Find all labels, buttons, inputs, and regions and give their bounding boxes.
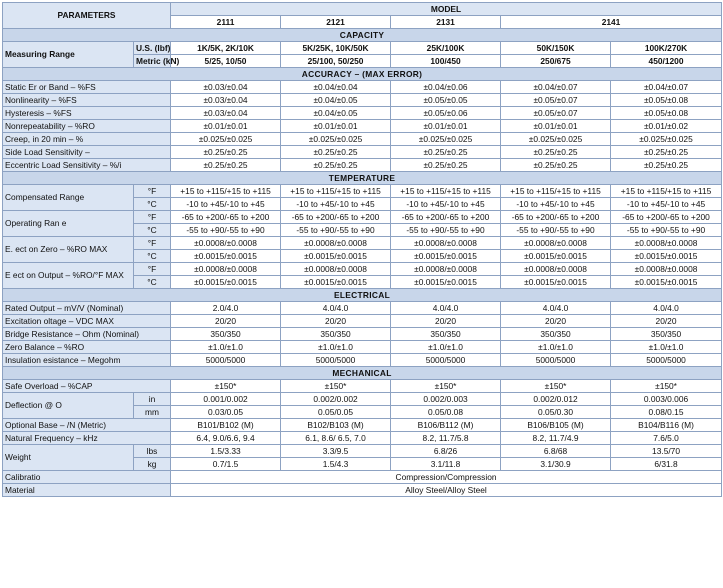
specifications-table xyxy=(2,2,722,497)
spec-value: ±0.025/±0.025 xyxy=(391,133,501,146)
temperature-row xyxy=(3,263,722,276)
parameters-heading: PARAMETERS xyxy=(3,3,171,29)
temperature-row xyxy=(3,211,722,224)
spec-value: 5000/5000 xyxy=(611,354,722,367)
spec-value: ±0.25/±0.25 xyxy=(501,146,611,159)
mechanical-row xyxy=(3,380,722,393)
spec-value: -10 to +45/-10 to +45 xyxy=(391,198,501,211)
spec-value: ±0.25/±0.25 xyxy=(281,146,391,159)
spec-value: 0.001/0.002 xyxy=(171,393,281,406)
spec-value: Compression/Compression xyxy=(171,471,722,484)
electrical-section-title: ELECTRICAL xyxy=(3,289,722,302)
spec-value: ±0.0015/±0.0015 xyxy=(501,250,611,263)
spec-value: ±0.0008/±0.0008 xyxy=(171,237,281,250)
spec-value: ±0.04/±0.07 xyxy=(501,81,611,94)
parameter-label: Hysteresis – %FS xyxy=(3,107,171,120)
spec-value: ±0.05/±0.08 xyxy=(611,94,722,107)
spec-value: ±0.25/±0.25 xyxy=(171,146,281,159)
spec-value: -65 to +200/-65 to +200 xyxy=(281,211,391,224)
mechanical-row xyxy=(3,471,722,484)
spec-value: ±0.0015/±0.0015 xyxy=(171,276,281,289)
spec-value: ±0.0015/±0.0015 xyxy=(281,276,391,289)
spec-value: ±0.0015/±0.0015 xyxy=(391,276,501,289)
spec-value: 5000/5000 xyxy=(501,354,611,367)
unit-label: °C xyxy=(134,276,171,289)
electrical-row xyxy=(3,302,722,315)
accuracy-section xyxy=(3,68,722,81)
spec-value: -10 to +45/-10 to +45 xyxy=(171,198,281,211)
spec-value: 20/20 xyxy=(391,315,501,328)
spec-value: 6.1, 8.6/ 6.5, 7.0 xyxy=(281,432,391,445)
spec-value: Alloy Steel/Alloy Steel xyxy=(171,484,722,497)
parameter-label: Nonrepeatability – %RO xyxy=(3,120,171,133)
mechanical-section-title: MECHANICAL xyxy=(3,367,722,380)
spec-value: ±0.03/±0.04 xyxy=(171,107,281,120)
spec-value: ±1.0/±1.0 xyxy=(391,341,501,354)
spec-value: ±0.25/±0.25 xyxy=(281,159,391,172)
spec-value: B104/B116 (M) xyxy=(611,419,722,432)
spec-value: -10 to +45/-10 to +45 xyxy=(281,198,391,211)
parameter-label: E. ect on Zero – %RO MAX xyxy=(3,237,134,263)
spec-value: 6/31.8 xyxy=(611,458,722,471)
capacity-value: 25/100, 50/250 xyxy=(281,55,391,68)
parameter-label: Rated Output – mV/V (Nominal) xyxy=(3,302,171,315)
spec-value: B101/B102 (M) xyxy=(171,419,281,432)
spec-value: 0.002/0.002 xyxy=(281,393,391,406)
unit-label: °C xyxy=(134,250,171,263)
capacity-value: 100/450 xyxy=(391,55,501,68)
mechanical-row xyxy=(3,432,722,445)
spec-value: ±0.0008/±0.0008 xyxy=(171,263,281,276)
accuracy-row xyxy=(3,133,722,146)
spec-value: 0.05/0.08 xyxy=(391,406,501,419)
capacity-value: 450/1200 xyxy=(611,55,722,68)
spec-value: ±0.0008/±0.0008 xyxy=(281,237,391,250)
capacity-value: 250/675 xyxy=(501,55,611,68)
spec-value: ±0.25/±0.25 xyxy=(171,159,281,172)
spec-value: ±0.04/±0.04 xyxy=(281,81,391,94)
unit-label: °C xyxy=(134,198,171,211)
model-heading: MODEL xyxy=(171,3,722,16)
spec-value: ±0.03/±0.04 xyxy=(171,94,281,107)
unit-label: °F xyxy=(134,263,171,276)
capacity-value: 50K/150K xyxy=(501,42,611,55)
electrical-row xyxy=(3,328,722,341)
capacity-section-title: CAPACITY xyxy=(3,29,722,42)
spec-value: ±0.0008/±0.0008 xyxy=(501,263,611,276)
capacity-value: 1K/5K, 2K/10K xyxy=(171,42,281,55)
us-unit-label: U.S. (lbf) xyxy=(134,42,171,55)
accuracy-row xyxy=(3,159,722,172)
accuracy-row xyxy=(3,94,722,107)
parameter-label: Compensated Range xyxy=(3,185,134,211)
spec-value: ±0.025/±0.025 xyxy=(501,133,611,146)
spec-value: 20/20 xyxy=(501,315,611,328)
spec-value: ±0.0008/±0.0008 xyxy=(281,263,391,276)
spec-value: 2.0/4.0 xyxy=(171,302,281,315)
measuring-range-label: Measuring Range xyxy=(3,42,134,68)
electrical-row xyxy=(3,354,722,367)
spec-value: ±0.05/±0.06 xyxy=(391,107,501,120)
parameter-label: Excitation oltage – VDC MAX xyxy=(3,315,171,328)
parameter-label: Side Load Sensitivity – xyxy=(3,146,171,159)
spec-value: ±0.0015/±0.0015 xyxy=(611,250,722,263)
spec-value: ±150* xyxy=(611,380,722,393)
spec-value: ±0.0008/±0.0008 xyxy=(391,263,501,276)
spec-value: -55 to +90/-55 to +90 xyxy=(501,224,611,237)
unit-label: in xyxy=(134,393,171,406)
spec-value: 5000/5000 xyxy=(171,354,281,367)
spec-value: 20/20 xyxy=(281,315,391,328)
spec-value: ±0.04/±0.05 xyxy=(281,94,391,107)
spec-value: ±0.01/±0.01 xyxy=(501,120,611,133)
parameter-label: Creep, in 20 min – % xyxy=(3,133,171,146)
parameter-label: Static Er or Band – %FS xyxy=(3,81,171,94)
spec-value: 5000/5000 xyxy=(281,354,391,367)
parameter-label: Nonlinearity – %FS xyxy=(3,94,171,107)
unit-label: mm xyxy=(134,406,171,419)
spec-value: -55 to +90/-55 to +90 xyxy=(281,224,391,237)
spec-value: ±0.04/±0.06 xyxy=(391,81,501,94)
spec-value: 6.4, 9.0/6.6, 9.4 xyxy=(171,432,281,445)
spec-value: ±0.01/±0.01 xyxy=(281,120,391,133)
spec-value: 0.003/0.006 xyxy=(611,393,722,406)
spec-value: ±0.025/±0.025 xyxy=(611,133,722,146)
spec-value: 0.08/0.15 xyxy=(611,406,722,419)
spec-value: 7.6/5.0 xyxy=(611,432,722,445)
spec-value: ±0.05/±0.08 xyxy=(611,107,722,120)
temperature-row xyxy=(3,237,722,250)
unit-label: kg xyxy=(134,458,171,471)
spec-value: 20/20 xyxy=(611,315,722,328)
spec-value: 3.3/9.5 xyxy=(281,445,391,458)
accuracy-row xyxy=(3,146,722,159)
spec-value: B102/B103 (M) xyxy=(281,419,391,432)
spec-value: -10 to +45/-10 to +45 xyxy=(501,198,611,211)
parameter-label: Material xyxy=(3,484,171,497)
parameter-label: Insulation esistance – Megohm xyxy=(3,354,171,367)
parameter-label: Optional Base – /N (Metric) xyxy=(3,419,171,432)
spec-value: +15 to +115/+15 to +115 xyxy=(391,185,501,198)
parameter-label: Weight xyxy=(3,445,134,471)
parameter-label: Natural Frequency – kHz xyxy=(3,432,171,445)
spec-value: ±0.0015/±0.0015 xyxy=(501,276,611,289)
spec-value: 20/20 xyxy=(171,315,281,328)
unit-label: °C xyxy=(134,224,171,237)
spec-value: ±1.0/±1.0 xyxy=(281,341,391,354)
spec-value: -55 to +90/-55 to +90 xyxy=(391,224,501,237)
capacity-section xyxy=(3,29,722,42)
spec-value: ±0.025/±0.025 xyxy=(281,133,391,146)
spec-value: 6.8/26 xyxy=(391,445,501,458)
spec-value: 4.0/4.0 xyxy=(281,302,391,315)
spec-value: ±0.05/±0.05 xyxy=(391,94,501,107)
spec-value: ±0.25/±0.25 xyxy=(501,159,611,172)
spec-value: 350/350 xyxy=(501,328,611,341)
spec-value: ±0.0015/±0.0015 xyxy=(391,250,501,263)
spec-value: ±0.01/±0.01 xyxy=(171,120,281,133)
parameter-label: Bridge Resistance – Ohm (Nominal) xyxy=(3,328,171,341)
spec-value: ±0.0015/±0.0015 xyxy=(611,276,722,289)
spec-value: ±0.0015/±0.0015 xyxy=(171,250,281,263)
parameter-label: Operating Ran e xyxy=(3,211,134,237)
spec-value: 0.05/0.05 xyxy=(281,406,391,419)
spec-value: +15 to +115/+15 to +115 xyxy=(611,185,722,198)
spec-value: 4.0/4.0 xyxy=(611,302,722,315)
capacity-value: 100K/270K xyxy=(611,42,722,55)
spec-value: -10 to +45/-10 to +45 xyxy=(611,198,722,211)
spec-value: 1.5/4.3 xyxy=(281,458,391,471)
capacity-value: 25K/100K xyxy=(391,42,501,55)
spec-value: ±0.05/±0.07 xyxy=(501,94,611,107)
spec-value: ±0.01/±0.01 xyxy=(391,120,501,133)
spec-value: -65 to +200/-65 to +200 xyxy=(171,211,281,224)
spec-value: ±0.04/±0.05 xyxy=(281,107,391,120)
spec-value: 13.5/70 xyxy=(611,445,722,458)
electrical-row xyxy=(3,341,722,354)
parameter-label: Safe Overload – %CAP xyxy=(3,380,171,393)
parameter-label: Calibratio xyxy=(3,471,171,484)
spec-value: ±0.0015/±0.0015 xyxy=(281,250,391,263)
spec-value: ±0.04/±0.07 xyxy=(611,81,722,94)
spec-value: ±0.05/±0.07 xyxy=(501,107,611,120)
electrical-section xyxy=(3,289,722,302)
spec-value: 0.03/0.05 xyxy=(171,406,281,419)
parameter-label: Eccentric Load Sensitivity – %/i xyxy=(3,159,171,172)
unit-label: °F xyxy=(134,185,171,198)
spec-value: 350/350 xyxy=(171,328,281,341)
spec-value: -55 to +90/-55 to +90 xyxy=(611,224,722,237)
spec-value: 4.0/4.0 xyxy=(501,302,611,315)
spec-value: +15 to +115/+15 to +115 xyxy=(501,185,611,198)
spec-value: 4.0/4.0 xyxy=(391,302,501,315)
spec-value: ±0.0008/±0.0008 xyxy=(391,237,501,250)
parameter-label: E ect on Output – %RO/°F MAX xyxy=(3,263,134,289)
mechanical-row xyxy=(3,484,722,497)
model-number: 2141 xyxy=(501,16,722,29)
accuracy-row xyxy=(3,81,722,94)
spec-value: 8.2, 11.7/5.8 xyxy=(391,432,501,445)
metric-unit-label: Metric (kN) xyxy=(134,55,171,68)
spec-value: -65 to +200/-65 to +200 xyxy=(501,211,611,224)
temperature-section xyxy=(3,172,722,185)
spec-value: ±150* xyxy=(281,380,391,393)
header-model-row xyxy=(3,3,722,16)
spec-value: 5000/5000 xyxy=(391,354,501,367)
spec-value: B106/B112 (M) xyxy=(391,419,501,432)
spec-value: 6.8/68 xyxy=(501,445,611,458)
spec-value: 1.5/3.33 xyxy=(171,445,281,458)
capacity-value: 5K/25K, 10K/50K xyxy=(281,42,391,55)
spec-value: +15 to +115/+15 to +115 xyxy=(171,185,281,198)
spec-value: ±1.0/±1.0 xyxy=(171,341,281,354)
spec-value: ±0.0008/±0.0008 xyxy=(501,237,611,250)
spec-value: 350/350 xyxy=(611,328,722,341)
spec-value: B106/B105 (M) xyxy=(501,419,611,432)
temperature-row xyxy=(3,185,722,198)
spec-value: ±0.25/±0.25 xyxy=(611,146,722,159)
spec-value: ±150* xyxy=(391,380,501,393)
spec-value: 3.1/11.8 xyxy=(391,458,501,471)
capacity-us-row xyxy=(3,42,722,55)
spec-value: ±0.0008/±0.0008 xyxy=(611,263,722,276)
spec-value: ±150* xyxy=(171,380,281,393)
spec-value: -55 to +90/-55 to +90 xyxy=(171,224,281,237)
unit-label: °F xyxy=(134,237,171,250)
spec-value: ±0.025/±0.025 xyxy=(171,133,281,146)
unit-label: lbs xyxy=(134,445,171,458)
unit-label: °F xyxy=(134,211,171,224)
spec-value: +15 to +115/+15 to +115 xyxy=(281,185,391,198)
electrical-row xyxy=(3,315,722,328)
mechanical-row xyxy=(3,393,722,406)
spec-value: ±0.01/±0.02 xyxy=(611,120,722,133)
mechanical-section xyxy=(3,367,722,380)
spec-value: 350/350 xyxy=(391,328,501,341)
mechanical-row xyxy=(3,445,722,458)
spec-value: 0.7/1.5 xyxy=(171,458,281,471)
parameter-label: Deflection @ O xyxy=(3,393,134,419)
spec-value: 0.05/0.30 xyxy=(501,406,611,419)
spec-value: -65 to +200/-65 to +200 xyxy=(391,211,501,224)
spec-value: 0.002/0.003 xyxy=(391,393,501,406)
model-number: 2111 xyxy=(171,16,281,29)
spec-value: 350/350 xyxy=(281,328,391,341)
spec-value: ±1.0/±1.0 xyxy=(611,341,722,354)
spec-value: ±0.0008/±0.0008 xyxy=(611,237,722,250)
model-number: 2121 xyxy=(281,16,391,29)
spec-value: ±0.25/±0.25 xyxy=(391,159,501,172)
spec-value: ±1.0/±1.0 xyxy=(501,341,611,354)
spec-value: ±0.25/±0.25 xyxy=(391,146,501,159)
accuracy-section-title: ACCURACY – (MAX ERROR) xyxy=(3,68,722,81)
spec-value: ±0.25/±0.25 xyxy=(611,159,722,172)
spec-value: 0.002/0.012 xyxy=(501,393,611,406)
capacity-value: 5/25, 10/50 xyxy=(171,55,281,68)
spec-value: ±0.03/±0.04 xyxy=(171,81,281,94)
mechanical-row xyxy=(3,419,722,432)
parameter-label: Zero Balance – %RO xyxy=(3,341,171,354)
spec-value: ±150* xyxy=(501,380,611,393)
spec-value: 3.1/30.9 xyxy=(501,458,611,471)
accuracy-row xyxy=(3,120,722,133)
accuracy-row xyxy=(3,107,722,120)
model-number: 2131 xyxy=(391,16,501,29)
spec-value: -65 to +200/-65 to +200 xyxy=(611,211,722,224)
temperature-section-title: TEMPERATURE xyxy=(3,172,722,185)
spec-value: 8.2, 11.7/4.9 xyxy=(501,432,611,445)
